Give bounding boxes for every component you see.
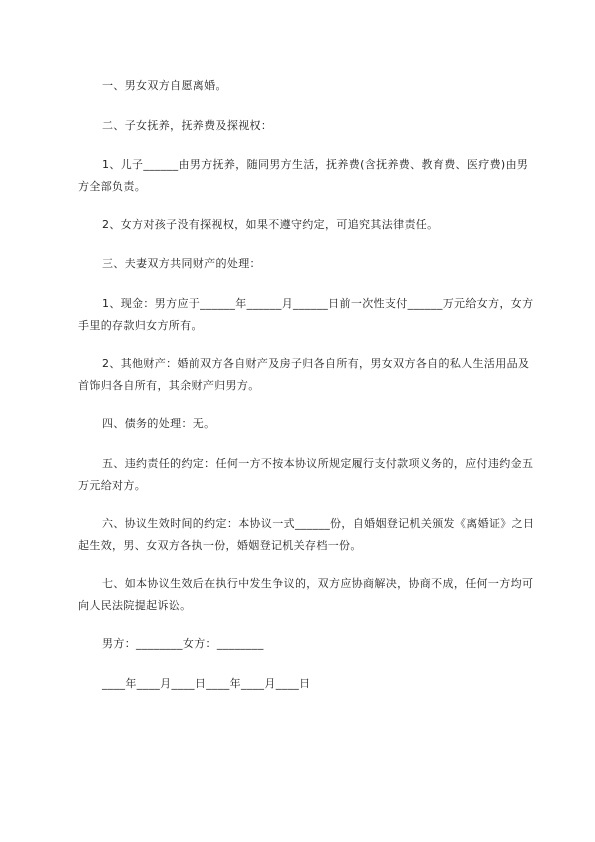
- clause-7-disputes: 七、如本协议生效后在执行中发生争议的，双方应协商解决，协商不成，任何一方均可向人民法院提起诉讼。: [78, 577, 534, 612]
- clause-6-effective-date: 六、协议生效时间的约定：本协议一式______份，自婚姻登记机关颁发《离婚证》之日起生效，男、女双方各执一份，婚姻登记机关存档一份。: [78, 517, 535, 552]
- clause-2-2-visitation: 2、女方对孩子没有探视权，如果不遵守约定，可追究其法律责任。: [102, 218, 439, 231]
- date-line: ____年____月____日____年____月____日: [102, 677, 311, 690]
- document-page: [78, 0, 538, 842]
- clause-2-1-son-custody: 1、儿子______由男方抚养，随同男方生活，抚养费(含抚养费、教育费、医疗费)由男方全部负责。: [78, 158, 529, 193]
- clause-2-heading-child-custody: 二、子女抚养，抚养费及探视权：: [102, 119, 273, 132]
- clause-3-2-other-property: 2、其他财产：婚前双方各自财产及房子归各自所有，男女双方各自的私人生活用品及首饰归各自所有，其余财产归男方。: [78, 357, 530, 392]
- clause-1-voluntary-divorce: 一、男女双方自愿离婚。: [102, 79, 227, 92]
- clause-3-1-cash: 1、现金：男方应于______年______月______日前一次性支付______万元给女方，女方手里的存款归女方所有。: [78, 297, 534, 332]
- clause-3-heading-property: 三、夫妻双方共同财产的处理：: [102, 257, 261, 270]
- clause-5-breach-liability: 五、违约责任的约定：任何一方不按本协议所规定履行支付款项义务的，应付违约金五万元给对方。: [78, 457, 534, 492]
- signature-line: 男方：________女方：________: [102, 637, 264, 650]
- clause-4-debts: 四、债务的处理：无。: [102, 417, 216, 430]
